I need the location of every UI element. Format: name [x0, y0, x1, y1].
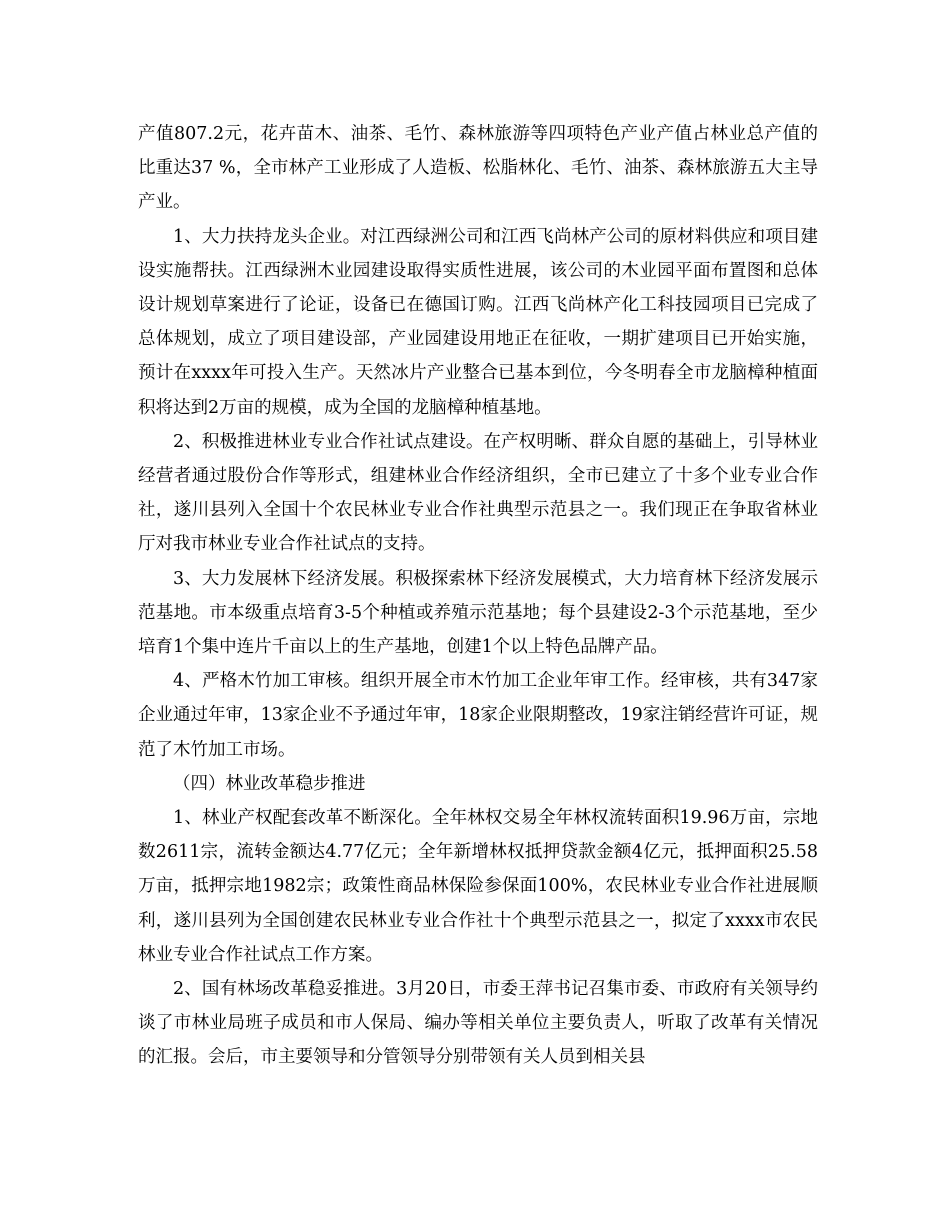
paragraph-industry-output: 产值807.2元，花卉苗木、油茶、毛竹、森林旅游等四项特色产业产值占林业总产值的比重达37 %，全市林产工业形成了人造板、松脂林化、毛竹、油茶、森林旅游五大主导产业。 [138, 124, 818, 213]
paragraph-understory-economy: 3、大力发展林下经济发展。积极探索林下经济发展模式，大力培育林下经济发展示范基地。市本级重点培育3-5个种植或养殖示范基地；每个县建设2-3个示范基地，至少培育1个集中连片千亩以上的生产基地，创建1个以上特色品牌产品。 [138, 568, 818, 658]
paragraph-leading-enterprises: 1、大力扶持龙头企业。对江西绿洲公司和江西飞尚林产公司的原材料供应和项目建设实施帮扶。江西绿洲木业园建设取得实质性进展，该公司的木业园平面布置图和总体设计规划草案进行了论证，设备已在德国订购。江西飞尚林产化工科技园项目已完成了总体规划，成立了项目建设部，产业园建设用地正在征收，一期扩建项目已开始实施，预计在xxxx年可投入生产。天然冰片产业整合已基本到位，今冬明春全市龙脑樟种植面积将达到2万亩的规模，成为全国的龙脑樟种植基地。 [138, 226, 818, 418]
paragraph-property-reform: 1、林业产权配套改革不断深化。全年林权交易全年林权流转面积19.96万亩，宗地数2611宗，流转金额达4.77亿元；全年新增林权抵押贷款金额4亿元，抵押面积25.58万亩，抵押宗地1982宗；政策性商品林保险参保面100%，农民林业专业合作社进展顺利，遂川县列为全国创建农民林业专业合作社十个典型示范县之一，拟定了xxxx市农民林业专业合作社试点工作方案。 [138, 808, 818, 965]
section-heading-reform: （四）林业改革稳步推进 [173, 773, 366, 794]
paragraph-wood-processing: 4、严格木竹加工审核。组织开展全市木竹加工企业年审工作。经审核，共有347家企业通过年审，13家企业不予通过年审，18家企业限期整改，19家注销经营许可证，规范了木竹加工市场。 [138, 671, 818, 760]
document-body [138, 117, 818, 1075]
paragraph-cooperatives: 2、积极推进林业专业合作社试点建设。在产权明晰、群众自愿的基础上，引导林业经营者通过股份合作等形式，组建林业合作经济组织，全市已建立了十多个业专业合作社，遂川县列入全国十个农民林业专业合作社典型示范县之一。我们现正在争取省林业厅对我市林业专业合作社试点的支持。 [138, 431, 818, 555]
paragraph-state-forest-reform: 2、国有林场改革稳妥推进。3月20日，市委王萍书记召集市委、市政府有关领导约谈了市林业局班子成员和市人保局、编办等相关单位主要负责人，听取了改革有关情况的汇报。会后，市主要领导和分管领导分别带领有关人员到相关县 [138, 979, 818, 1068]
